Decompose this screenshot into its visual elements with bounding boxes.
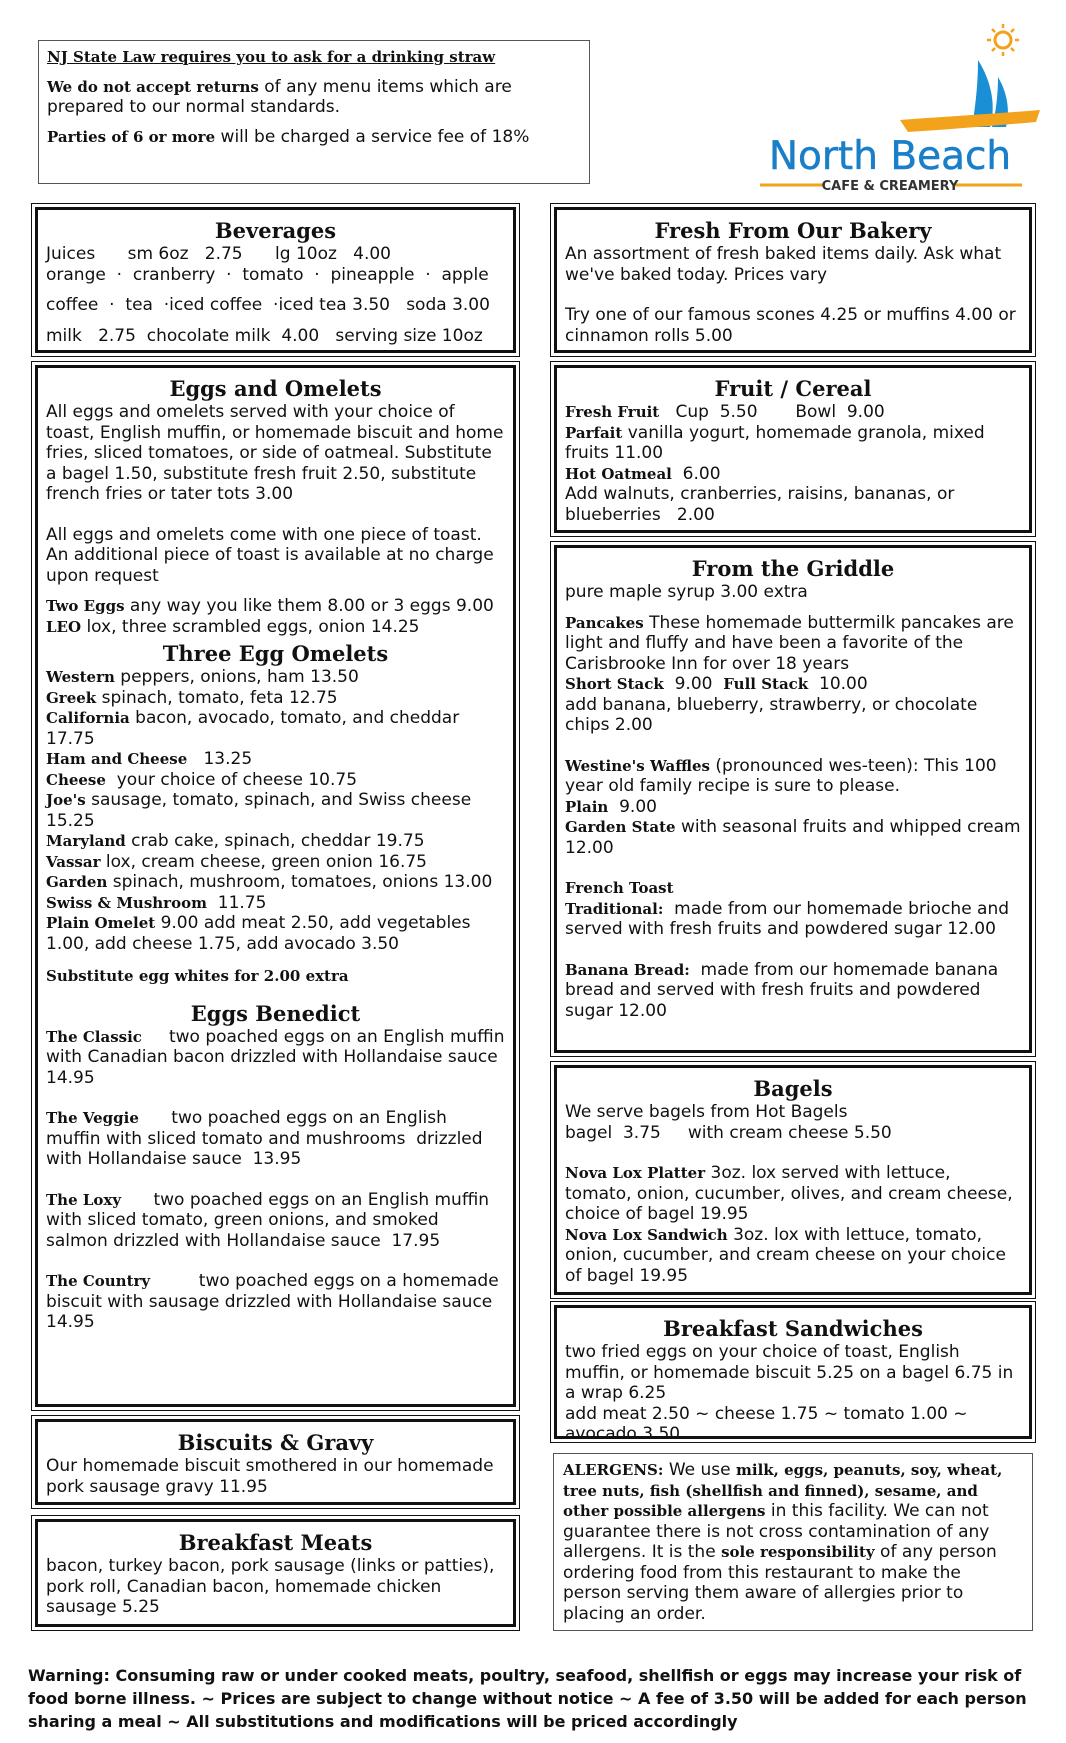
item-name: Plain bbox=[565, 797, 609, 816]
item-name: Short Stack bbox=[565, 675, 664, 693]
returns-label: We do not accept returns bbox=[47, 77, 259, 96]
item-name: Western bbox=[46, 668, 115, 686]
item-desc: Cup 5.50 Bowl 9.00 bbox=[659, 402, 885, 422]
breakfast-sandwiches-section bbox=[554, 1305, 1032, 1444]
beverages-title: Beverages bbox=[214, 218, 337, 243]
banana-bread-toast bbox=[565, 960, 1021, 1022]
item-desc: your choice of cheese 10.75 bbox=[105, 769, 358, 790]
bakery-title: Fresh From Our Bakery bbox=[654, 218, 932, 243]
allergens-label: ALERGENS: bbox=[563, 1461, 664, 1479]
item-desc: 9.00 add meat 2.50, add vegetables 1.00, add cheese 1.75, add avocado 3.50 bbox=[46, 913, 471, 954]
sandwiches-text: two fried eggs on your choice of toast, English muffin, or homemade biscuit 5.25 on a bagel 6.75 in a wrap 6.25 bbox=[565, 1342, 1014, 1403]
item-desc: any way you like them 8.00 or 3 eggs 9.00 bbox=[124, 596, 494, 616]
item-name: Maryland bbox=[46, 832, 126, 850]
north-beach-logo bbox=[740, 22, 1040, 197]
item-name: Plain Omelet bbox=[46, 914, 156, 932]
menu-item bbox=[46, 749, 505, 770]
item-desc: 13.25 bbox=[187, 749, 253, 769]
item-name: Two Eggs bbox=[46, 597, 125, 615]
item-desc: lox, cream cheese, green onion 16.75 bbox=[100, 851, 427, 872]
item-name: Parfait bbox=[565, 423, 623, 442]
menu-item bbox=[46, 708, 505, 749]
item-desc: made from our homemade banana bread and served with fresh fruits and powdered sugar 12.00 bbox=[565, 959, 1004, 1021]
pancake-addons: add banana, blueberry, strawberry, or chocolate chips 2.00 bbox=[565, 694, 978, 735]
benedict-title: Eggs Benedict bbox=[190, 1000, 361, 1026]
menu-item bbox=[565, 464, 1021, 485]
parties-text: will be charged a service fee of 18% bbox=[215, 126, 530, 147]
item-desc: spinach, mushroom, tomatoes, onions 13.00 bbox=[107, 872, 493, 892]
item-name: The Country bbox=[46, 1272, 151, 1290]
allergens-part: of any person ordering food from this restaurant to make the person serving them aware of allergies prior to placing an order. bbox=[563, 1542, 997, 1624]
eggs-intro: All eggs and omelets served with your choice of toast, English muffin, or homemade biscuit and home fries, sliced tomatoes, or side of oatmeal. Substitute a bagel 1.50, substitute fresh fruit 2.50, substitute french fries or tater tots 3.00 bbox=[46, 402, 504, 504]
item-desc: two poached eggs on a homemade biscuit with sausage drizzled with Hollandaise sauce 14.95 bbox=[46, 1271, 505, 1332]
plain-waffle bbox=[565, 797, 1021, 818]
item-desc: 11.75 bbox=[206, 892, 267, 913]
menu-item bbox=[46, 770, 505, 791]
egg-whites-note bbox=[46, 966, 505, 987]
item-desc: 9.00 bbox=[663, 674, 724, 694]
allergens-notice bbox=[553, 1453, 1033, 1631]
item-desc: two poached eggs on an English muffin with sliced tomato and mushrooms drizzled with Hollandaise sauce 13.95 bbox=[46, 1108, 488, 1169]
warning-footer: Warning: Consuming raw or under cooked meats, poultry, seafood, shellfish or eggs may increase your risk of food borne illness. ~ Prices are subject to change without notice ~ A fee of 3.50 will be added for each person sharing a meal ~ All substitutions and modifications will be priced accordingly bbox=[28, 1666, 1027, 1731]
item-name: Ham and Cheese bbox=[46, 750, 188, 768]
item-desc: crab cake, spinach, cheddar 19.75 bbox=[125, 831, 425, 851]
biscuits-text: Our homemade biscuit smothered in our homemade pork sausage gravy 11.95 bbox=[46, 1456, 494, 1497]
menu-item bbox=[46, 688, 505, 709]
meats-text: bacon, turkey bacon, pork sausage (links or patties), pork roll, Canadian bacon, homemade chicken sausage 5.25 bbox=[46, 1556, 495, 1617]
allergens-part: in this facility. We can not guarantee there is not cross contamination of any allergens. It is the bbox=[563, 1501, 990, 1562]
french-toast-heading bbox=[565, 878, 1021, 899]
menu-item bbox=[46, 872, 505, 893]
fruit-cereal-section bbox=[554, 365, 1032, 533]
item-name: Joe's bbox=[46, 791, 86, 809]
item-name: Hot Oatmeal bbox=[565, 464, 672, 483]
menu-item bbox=[46, 596, 505, 617]
fruit-addons: Add walnuts, cranberries, raisins, bananas, or blueberries 2.00 bbox=[565, 484, 960, 525]
sailboat-sun-icon bbox=[740, 22, 1040, 197]
lox-platter bbox=[565, 1163, 1021, 1225]
sandwiches-addons: add meat 2.50 ~ cheese 1.75 ~ tomato 1.00 ~ avocado 3.50 bbox=[565, 1403, 968, 1444]
item-desc: lox, three scrambled eggs, onion 14.25 bbox=[81, 616, 420, 637]
meats-title: Breakfast Meats bbox=[178, 1530, 373, 1555]
item-desc: vanilla yogurt, homemade granola, mixed fruits 11.00 bbox=[565, 422, 985, 463]
returns-text: of any menu items which are prepared to our normal standards. bbox=[47, 76, 512, 117]
item-desc: two poached eggs on an English muffin with Canadian bacon drizzled with Hollandaise sauce 14.95 bbox=[46, 1026, 510, 1088]
item-name: Fresh Fruit bbox=[565, 403, 660, 421]
waffles-item bbox=[565, 756, 1021, 797]
item-name: Garden bbox=[46, 873, 108, 891]
item-name: Full Stack bbox=[723, 675, 809, 693]
bagels-title: Bagels bbox=[753, 1076, 833, 1101]
bakery-text: An assortment of fresh baked items daily. Ask what we've baked today. Prices vary bbox=[565, 244, 1002, 285]
item-name: The Veggie bbox=[46, 1109, 139, 1127]
item-name: Nova Lox Platter bbox=[565, 1164, 706, 1182]
policy-notice bbox=[38, 40, 590, 184]
item-desc: (pronounced wes-teen): This 100 year old family recipe is sure to please. bbox=[565, 755, 997, 796]
menu-item bbox=[46, 831, 505, 852]
breakfast-meats-section bbox=[35, 1519, 516, 1627]
item-name: California bbox=[46, 709, 130, 727]
bakery-scones: Try one of our famous scones 4.25 or muffins 4.00 or cinnamon rolls 5.00 bbox=[565, 305, 1016, 346]
allergens-responsibility: sole responsibility bbox=[721, 1543, 875, 1561]
eggs-toast-note: All eggs and omelets come with one piece of toast. An additional piece of toast is available at no charge upon request bbox=[46, 524, 494, 586]
menu-item bbox=[46, 1026, 510, 1089]
logo-tagline: CAFE & CREAMERY bbox=[821, 179, 959, 194]
item-name: Westine's Waffles bbox=[565, 756, 710, 775]
item-name: The Classic bbox=[46, 1027, 142, 1046]
bakery-section bbox=[554, 207, 1032, 353]
logo-name: North Beach bbox=[768, 134, 1012, 179]
stack-prices bbox=[565, 674, 1021, 695]
menu-item bbox=[46, 852, 505, 873]
allergens-part: We use bbox=[663, 1460, 736, 1480]
item-desc: with seasonal fruits and whipped cream 12.00 bbox=[565, 817, 1021, 858]
bagels-source: We serve bagels from Hot Bagels bbox=[565, 1102, 848, 1122]
menu-item bbox=[46, 1271, 505, 1333]
item-name: Banana Bread: bbox=[565, 960, 690, 979]
omelets-title: Three Egg Omelets bbox=[162, 641, 389, 666]
juice-flavors: orange · cranberry · tomato · pineapple · apple bbox=[46, 264, 489, 285]
menu-item bbox=[46, 617, 505, 638]
eggs-omelets-section bbox=[35, 365, 516, 1407]
menu-item bbox=[46, 1190, 505, 1252]
menu-item bbox=[565, 402, 1021, 423]
sandwiches-title: Breakfast Sandwiches bbox=[663, 1316, 923, 1341]
item-desc: 6.00 bbox=[671, 463, 721, 484]
griddle-title: From the Griddle bbox=[691, 556, 895, 581]
allergens-list: milk, eggs, peanuts, soy, wheat, tree nuts, fish (shellfish and finned), sesame, and other possible allergens bbox=[563, 1461, 1003, 1520]
item-name: French Toast bbox=[565, 879, 674, 897]
milk-prices: milk 2.75 chocolate milk 4.00 serving size 10oz bbox=[46, 325, 483, 346]
item-name: Greek bbox=[46, 688, 97, 707]
beverages-section bbox=[35, 207, 516, 353]
item-name: Nova Lox Sandwich bbox=[565, 1225, 728, 1244]
item-desc: two poached eggs on an English muffin with sliced tomato, green onions, and smoked salmon drizzled with Hollandaise sauce 17.95 bbox=[46, 1189, 495, 1251]
coffee-tea-soda: coffee · tea ·iced coffee ·iced tea 3.50 soda 3.00 bbox=[46, 295, 490, 315]
biscuits-gravy-section bbox=[35, 1419, 516, 1505]
item-desc: 9.00 bbox=[608, 796, 657, 817]
griddle-section bbox=[554, 545, 1032, 1053]
eggs-title: Eggs and Omelets bbox=[169, 376, 382, 401]
lox-sandwich bbox=[565, 1225, 1021, 1287]
menu-item bbox=[46, 790, 505, 831]
biscuits-title: Biscuits & Gravy bbox=[177, 1430, 374, 1455]
item-desc: 3oz. lox with lettuce, tomato, onion, cucumber, and cream cheese on your choice of bagel 19.95 bbox=[565, 1224, 1006, 1286]
juice-sizes: Juices sm 6oz 2.75 lg 10oz 4.00 bbox=[46, 244, 391, 264]
item-desc: made from our homemade brioche and served with fresh fruits and powdered sugar 12.00 bbox=[565, 898, 1015, 939]
item-name: Garden State bbox=[565, 818, 676, 836]
garden-waffle bbox=[565, 817, 1021, 858]
menu-item bbox=[46, 1108, 505, 1170]
item-desc: 3oz. lox served with lettuce, tomato, onion, cucumber, olives, and cream cheese, choice of bagel 19.95 bbox=[565, 1163, 1013, 1224]
pancakes-item bbox=[565, 613, 1021, 675]
item-name: LEO bbox=[46, 617, 82, 636]
parties-label: Parties of 6 or more bbox=[47, 127, 216, 146]
syrup-note: pure maple syrup 3.00 extra bbox=[565, 582, 808, 602]
menu-item bbox=[565, 423, 1021, 464]
item-name: Cheese bbox=[46, 770, 106, 789]
menu-item bbox=[46, 893, 505, 914]
item-name: The Loxy bbox=[46, 1190, 122, 1209]
menu-item bbox=[46, 667, 505, 688]
item-name: Traditional: bbox=[565, 899, 664, 918]
menu-item bbox=[46, 913, 505, 954]
item-name: Swiss & Mushroom bbox=[46, 893, 207, 912]
item-desc: peppers, onions, ham 13.50 bbox=[114, 667, 359, 687]
item-desc: sausage, tomato, spinach, and Swiss cheese 15.25 bbox=[46, 790, 472, 831]
item-desc: 10.00 bbox=[808, 674, 868, 694]
straw-notice: NJ State Law requires you to ask for a drinking straw bbox=[47, 48, 496, 66]
bagels-section bbox=[554, 1065, 1032, 1295]
allergens-text bbox=[563, 1460, 1023, 1624]
egg-whites-text: Substitute egg whites for 2.00 extra bbox=[46, 967, 349, 985]
item-desc: bacon, avocado, tomato, and cheddar 17.75 bbox=[46, 708, 460, 749]
item-desc: spinach, tomato, feta 12.75 bbox=[96, 687, 338, 708]
bagel-prices: bagel 3.75 with cream cheese 5.50 bbox=[565, 1122, 892, 1143]
traditional-toast bbox=[565, 899, 1021, 940]
item-name: Vassar bbox=[46, 852, 101, 871]
fruit-title: Fruit / Cereal bbox=[714, 376, 872, 401]
item-desc: These homemade buttermilk pancakes are light and fluffy and have been a favorite of the Carisbrooke Inn for over 18 years bbox=[565, 612, 1014, 674]
item-name: Pancakes bbox=[565, 613, 644, 632]
